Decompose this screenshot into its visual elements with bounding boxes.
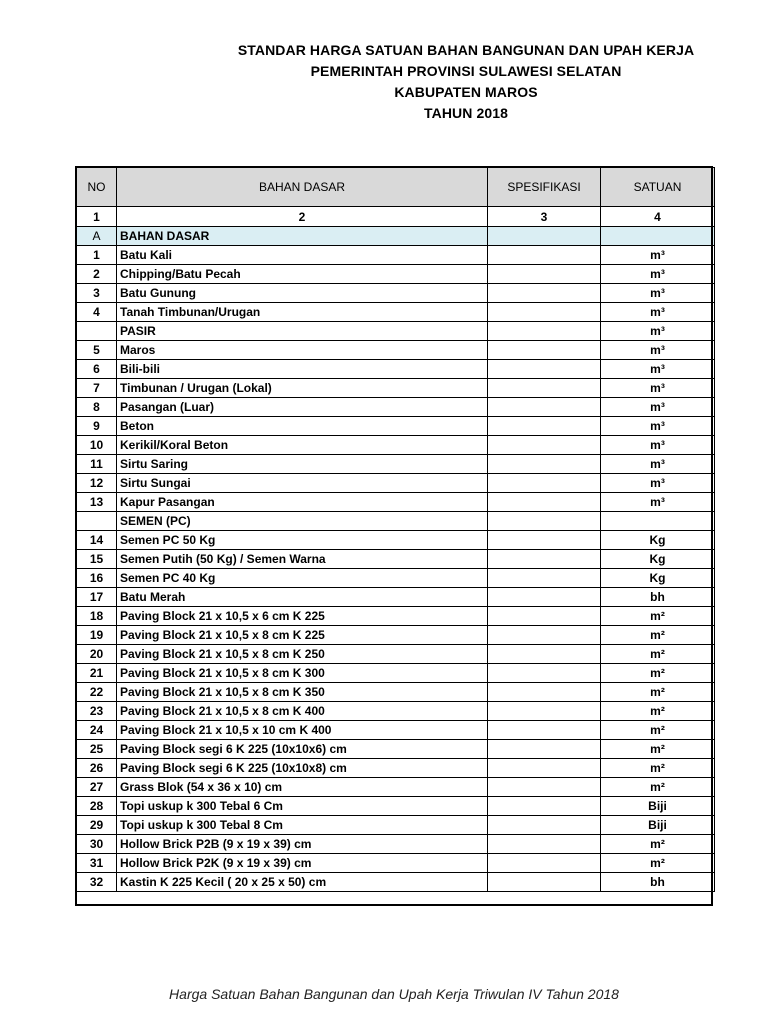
- row-material-name: Paving Block segi 6 K 225 (10x10x8) cm: [117, 759, 488, 778]
- row-specification: [488, 664, 601, 683]
- row-specification: [488, 873, 601, 892]
- category-label: BAHAN DASAR: [117, 227, 488, 246]
- row-no: 23: [77, 702, 117, 721]
- row-specification: [488, 512, 601, 531]
- row-specification: [488, 531, 601, 550]
- row-no: 21: [77, 664, 117, 683]
- row-material-name: Beton: [117, 417, 488, 436]
- col-number-4: 4: [601, 207, 715, 227]
- row-no: [77, 512, 117, 531]
- row-material-name: Semen PC 40 Kg: [117, 569, 488, 588]
- row-specification: [488, 721, 601, 740]
- table-row: [77, 284, 715, 303]
- row-unit: m³: [601, 322, 715, 341]
- row-specification: [488, 835, 601, 854]
- row-material-name: Hollow Brick P2K (9 x 19 x 39) cm: [117, 854, 488, 873]
- row-no: 31: [77, 854, 117, 873]
- table-row: [77, 854, 715, 873]
- row-unit: m²: [601, 683, 715, 702]
- title-line-1: STANDAR HARGA SATUAN BAHAN BANGUNAN DAN UPAH KERJA: [237, 42, 695, 58]
- row-no: 1: [77, 246, 117, 265]
- row-material-name: PASIR: [117, 322, 488, 341]
- row-material-name: Hollow Brick P2B (9 x 19 x 39) cm: [117, 835, 488, 854]
- title-line-3: KABUPATEN MAROS: [394, 84, 538, 100]
- row-material-name: Paving Block segi 6 K 225 (10x10x6) cm: [117, 740, 488, 759]
- table-row: [77, 455, 715, 474]
- row-material-name: Paving Block 21 x 10,5 x 8 cm K 400: [117, 702, 488, 721]
- table-row: [77, 816, 715, 835]
- row-specification: [488, 265, 601, 284]
- row-no: 11: [77, 455, 117, 474]
- row-no: 24: [77, 721, 117, 740]
- row-no: 25: [77, 740, 117, 759]
- row-specification: [488, 455, 601, 474]
- row-no: 19: [77, 626, 117, 645]
- row-specification: [488, 759, 601, 778]
- row-no: 13: [77, 493, 117, 512]
- row-unit: m³: [601, 398, 715, 417]
- col-number-3: 3: [488, 207, 601, 227]
- row-unit: m²: [601, 702, 715, 721]
- row-material-name: Kastin K 225 Kecil ( 20 x 25 x 50) cm: [117, 873, 488, 892]
- row-specification: [488, 683, 601, 702]
- row-specification: [488, 607, 601, 626]
- row-material-name: Batu Gunung: [117, 284, 488, 303]
- row-specification: [488, 322, 601, 341]
- row-unit: m²: [601, 854, 715, 873]
- row-specification: [488, 398, 601, 417]
- row-no: 9: [77, 417, 117, 436]
- row-material-name: Maros: [117, 341, 488, 360]
- row-unit: bh: [601, 588, 715, 607]
- row-unit: m³: [601, 379, 715, 398]
- table-row: [77, 493, 715, 512]
- row-no: 27: [77, 778, 117, 797]
- row-material-name: Paving Block 21 x 10,5 x 8 cm K 250: [117, 645, 488, 664]
- table-row: [77, 341, 715, 360]
- row-specification: [488, 854, 601, 873]
- row-specification: [488, 436, 601, 455]
- category-no: A: [77, 227, 117, 246]
- row-specification: [488, 474, 601, 493]
- row-no: 29: [77, 816, 117, 835]
- table-row: [77, 360, 715, 379]
- col-header-spesifikasi: SPESIFIKASI: [488, 168, 601, 207]
- table-row: [77, 721, 715, 740]
- row-no: 2: [77, 265, 117, 284]
- row-no: 7: [77, 379, 117, 398]
- table-row: [77, 398, 715, 417]
- row-specification: [488, 702, 601, 721]
- row-unit: m²: [601, 645, 715, 664]
- row-specification: [488, 626, 601, 645]
- row-material-name: SEMEN (PC): [117, 512, 488, 531]
- row-specification: [488, 778, 601, 797]
- table-header-row: [77, 168, 715, 207]
- row-unit: Biji: [601, 816, 715, 835]
- row-unit: m³: [601, 436, 715, 455]
- row-unit: m³: [601, 341, 715, 360]
- row-no: 6: [77, 360, 117, 379]
- row-material-name: Paving Block 21 x 10,5 x 8 cm K 300: [117, 664, 488, 683]
- row-material-name: Grass Blok (54 x 36 x 10) cm: [117, 778, 488, 797]
- row-no: 8: [77, 398, 117, 417]
- row-unit: m³: [601, 303, 715, 322]
- row-specification: [488, 493, 601, 512]
- row-unit: bh: [601, 873, 715, 892]
- table-row: [77, 246, 715, 265]
- row-no: 14: [77, 531, 117, 550]
- row-no: [77, 322, 117, 341]
- row-material-name: Kapur Pasangan: [117, 493, 488, 512]
- row-specification: [488, 341, 601, 360]
- page-footer: Harga Satuan Bahan Bangunan dan Upah Kerja Triwulan IV Tahun 2018: [169, 986, 619, 1002]
- row-no: 4: [77, 303, 117, 322]
- table-row: [77, 797, 715, 816]
- row-specification: [488, 417, 601, 436]
- table-row: [77, 835, 715, 854]
- row-specification: [488, 284, 601, 303]
- table-row: [77, 664, 715, 683]
- row-no: 3: [77, 284, 117, 303]
- row-specification: [488, 246, 601, 265]
- table-row: [77, 474, 715, 493]
- row-unit: Kg: [601, 569, 715, 588]
- row-unit: m³: [601, 360, 715, 379]
- row-no: 30: [77, 835, 117, 854]
- table-row: [77, 550, 715, 569]
- row-specification: [488, 569, 601, 588]
- table-row: [77, 740, 715, 759]
- table-row: [77, 303, 715, 322]
- row-no: 15: [77, 550, 117, 569]
- category-unit: [601, 227, 715, 246]
- document-header: [0, 40, 768, 124]
- row-no: 5: [77, 341, 117, 360]
- row-unit: Biji: [601, 797, 715, 816]
- row-specification: [488, 645, 601, 664]
- row-no: 26: [77, 759, 117, 778]
- table-row: [77, 683, 715, 702]
- row-no: 22: [77, 683, 117, 702]
- col-header-satuan: SATUAN: [601, 168, 715, 207]
- row-material-name: Bili-bili: [117, 360, 488, 379]
- table-row: [77, 569, 715, 588]
- row-no: 12: [77, 474, 117, 493]
- row-no: 16: [77, 569, 117, 588]
- row-specification: [488, 797, 601, 816]
- row-material-name: Paving Block 21 x 10,5 x 10 cm K 400: [117, 721, 488, 740]
- row-material-name: Semen Putih (50 Kg) / Semen Warna: [117, 550, 488, 569]
- table-row: [77, 645, 715, 664]
- table-row: [77, 417, 715, 436]
- row-no: 32: [77, 873, 117, 892]
- table-row: [77, 265, 715, 284]
- row-material-name: Chipping/Batu Pecah: [117, 265, 488, 284]
- row-unit: m³: [601, 246, 715, 265]
- col-number-2: 2: [117, 207, 488, 227]
- row-material-name: Pasangan (Luar): [117, 398, 488, 417]
- title-line-2: PEMERINTAH PROVINSI SULAWESI SELATAN: [310, 63, 622, 79]
- row-material-name: Sirtu Saring: [117, 455, 488, 474]
- table-row: [77, 379, 715, 398]
- title-line-4: TAHUN 2018: [424, 105, 508, 121]
- row-unit: m²: [601, 607, 715, 626]
- row-unit: m³: [601, 284, 715, 303]
- row-unit: m²: [601, 626, 715, 645]
- price-table: [76, 167, 715, 892]
- row-unit: m³: [601, 265, 715, 284]
- row-no: 17: [77, 588, 117, 607]
- row-unit: m²: [601, 721, 715, 740]
- row-specification: [488, 740, 601, 759]
- table-row: [77, 702, 715, 721]
- col-number-1: 1: [77, 207, 117, 227]
- table-row: [77, 512, 715, 531]
- table-row: [77, 531, 715, 550]
- column-number-row: [77, 207, 715, 227]
- table-body: [77, 246, 715, 892]
- row-unit: Kg: [601, 550, 715, 569]
- row-material-name: Timbunan / Urugan (Lokal): [117, 379, 488, 398]
- row-material-name: Paving Block 21 x 10,5 x 8 cm K 225: [117, 626, 488, 645]
- row-specification: [488, 360, 601, 379]
- row-specification: [488, 816, 601, 835]
- row-unit: m³: [601, 455, 715, 474]
- row-specification: [488, 379, 601, 398]
- row-unit: m³: [601, 417, 715, 436]
- table-row: [77, 626, 715, 645]
- row-unit: Kg: [601, 531, 715, 550]
- row-unit: m³: [601, 474, 715, 493]
- row-material-name: Paving Block 21 x 10,5 x 8 cm K 350: [117, 683, 488, 702]
- category-row: [77, 227, 715, 246]
- table-row: [77, 607, 715, 626]
- row-no: 10: [77, 436, 117, 455]
- row-no: 20: [77, 645, 117, 664]
- row-unit: m²: [601, 664, 715, 683]
- table-row: [77, 436, 715, 455]
- row-material-name: Kerikil/Koral Beton: [117, 436, 488, 455]
- row-unit: m²: [601, 835, 715, 854]
- row-unit: m²: [601, 778, 715, 797]
- table-row: [77, 588, 715, 607]
- col-header-no: NO: [77, 168, 117, 207]
- row-unit: m²: [601, 759, 715, 778]
- row-material-name: Topi uskup k 300 Tebal 6 Cm: [117, 797, 488, 816]
- row-material-name: Paving Block 21 x 10,5 x 6 cm K 225: [117, 607, 488, 626]
- row-unit: m³: [601, 493, 715, 512]
- row-specification: [488, 588, 601, 607]
- row-material-name: Tanah Timbunan/Urugan: [117, 303, 488, 322]
- row-unit: [601, 512, 715, 531]
- row-specification: [488, 303, 601, 322]
- row-material-name: Semen PC 50 Kg: [117, 531, 488, 550]
- table-row: [77, 873, 715, 892]
- row-unit: m²: [601, 740, 715, 759]
- category-spec: [488, 227, 601, 246]
- row-material-name: Batu Merah: [117, 588, 488, 607]
- row-no: 28: [77, 797, 117, 816]
- table-row: [77, 778, 715, 797]
- table-row: [77, 759, 715, 778]
- row-specification: [488, 550, 601, 569]
- row-material-name: Batu Kali: [117, 246, 488, 265]
- row-material-name: Sirtu Sungai: [117, 474, 488, 493]
- row-material-name: Topi uskup k 300 Tebal 8 Cm: [117, 816, 488, 835]
- table-row: [77, 322, 715, 341]
- row-no: 18: [77, 607, 117, 626]
- col-header-bahan-dasar: BAHAN DASAR: [117, 168, 488, 207]
